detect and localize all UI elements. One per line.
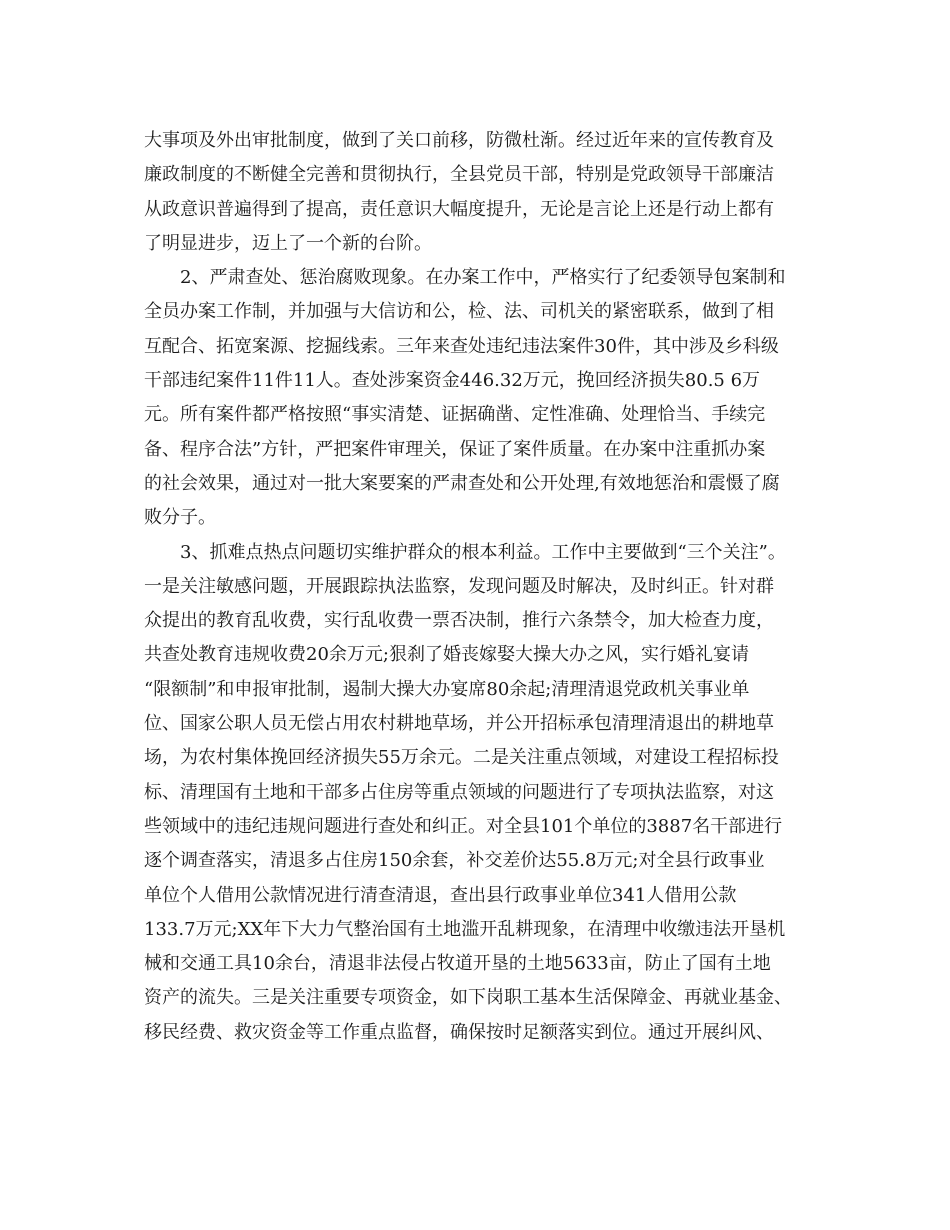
text-line: 133.7万元;XX年下大力气整治国有土地滥开乱耕现象，在清理中收缴违法开垦机 — [144, 918, 786, 940]
text-line: 资产的流失。三是关注重要专项资金，如下岗职工基本生活保障金、再就业基金、 — [144, 987, 792, 1009]
text-line: 元。所有案件都严格按照“事实清楚、证据确凿、定性准确、处理恰当、手续完 — [144, 404, 766, 426]
text-line: 单位个人借用公款情况进行清查清退，查出县行政事业单位341人借用公款 — [144, 884, 737, 906]
text-line: 备、程序合法”方针，严把案件审理关，保证了案件质量。在办案中注重抓办案 — [144, 438, 766, 460]
text-line: 互配合、拓宽案源、挖掘线索。三年来查处违纪违法案件30件，其中涉及乡科级 — [144, 335, 779, 357]
text-line: 标、清理国有土地和干部多占住房等重点领域的问题进行了专项执法监察，对这 — [144, 781, 774, 803]
text-line: 场，为农村集体挽回经济损失55万余元。二是关注重点领域，对建设工程招标投 — [144, 747, 779, 769]
text-line: 的社会效果，通过对一批大案要案的严肃查处和公开处理,有效地惩治和震慑了腐 — [144, 472, 780, 494]
text-line: 共查处教育违规收费20余万元;狠刹了婚丧嫁娶大操大办之风，实行婚礼宴请 — [144, 644, 749, 666]
text-line: 众提出的教育乱收费，实行乱收费一票否决制，推行六条禁令，加大检查力度， — [144, 610, 774, 632]
body-text — [144, 124, 844, 1050]
text-line: 位、国家公职人员无偿占用农村耕地草场，并公开招标承包清理清退出的耕地草 — [144, 713, 774, 735]
text-line: “限额制”和申报审批制，遏制大操大办宴席80余起;清理清退党政机关事业单 — [144, 678, 750, 700]
text-line: 械和交通工具10余台，清退非法侵占牧道开垦的土地5633亩，防止了国有土地 — [144, 953, 771, 975]
text-line: 一是关注敏感问题，开展跟踪执法监察，发现问题及时解决，及时纠正。针对群 — [144, 575, 774, 597]
text-line: 败分子。 — [144, 507, 216, 529]
text-line: 全员办案工作制，并加强与大信访和公，检、法、司机关的紧密联系，做到了相 — [144, 301, 774, 323]
text-line: 大事项及外出审批制度，做到了关口前移，防微杜渐。经过近年来的宣传教育及 — [144, 130, 774, 151]
text-line: 移民经费、救灾资金等工作重点监督，确保按时足额落实到位。通过开展纠风、 — [144, 1021, 774, 1043]
text-line: 从政意识普遍得到了提高，责任意识大幅度提升，无论是言论上还是行动上都有 — [144, 198, 774, 220]
text-line: 廉政制度的不断健全完善和贯彻执行，全县党员干部，特别是党政领导干部廉洁 — [144, 164, 774, 186]
text-line: 干部违纪案件11件11人。查处涉案资金446.32万元，挽回经济损失80.5 6万 — [144, 370, 761, 392]
paragraph-start-line: 3、抓难点热点问题切实维护群众的根本利益。工作中主要做到“三个关注”。 — [180, 541, 786, 563]
text-line: 了明显进步，迈上了一个新的台阶。 — [144, 232, 432, 254]
text-line: 逐个调查落实，清退多占住房150余套，补交差价达55.8万元;对全县行政事业 — [144, 850, 765, 872]
text-line: 些领域中的违纪违规问题进行查处和纠正。对全县101个单位的3887名干部进行 — [144, 815, 783, 837]
paragraph-start-line: 2、严肃查处、惩治腐败现象。在办案工作中，严格实行了纪委领导包案制和 — [180, 267, 786, 289]
